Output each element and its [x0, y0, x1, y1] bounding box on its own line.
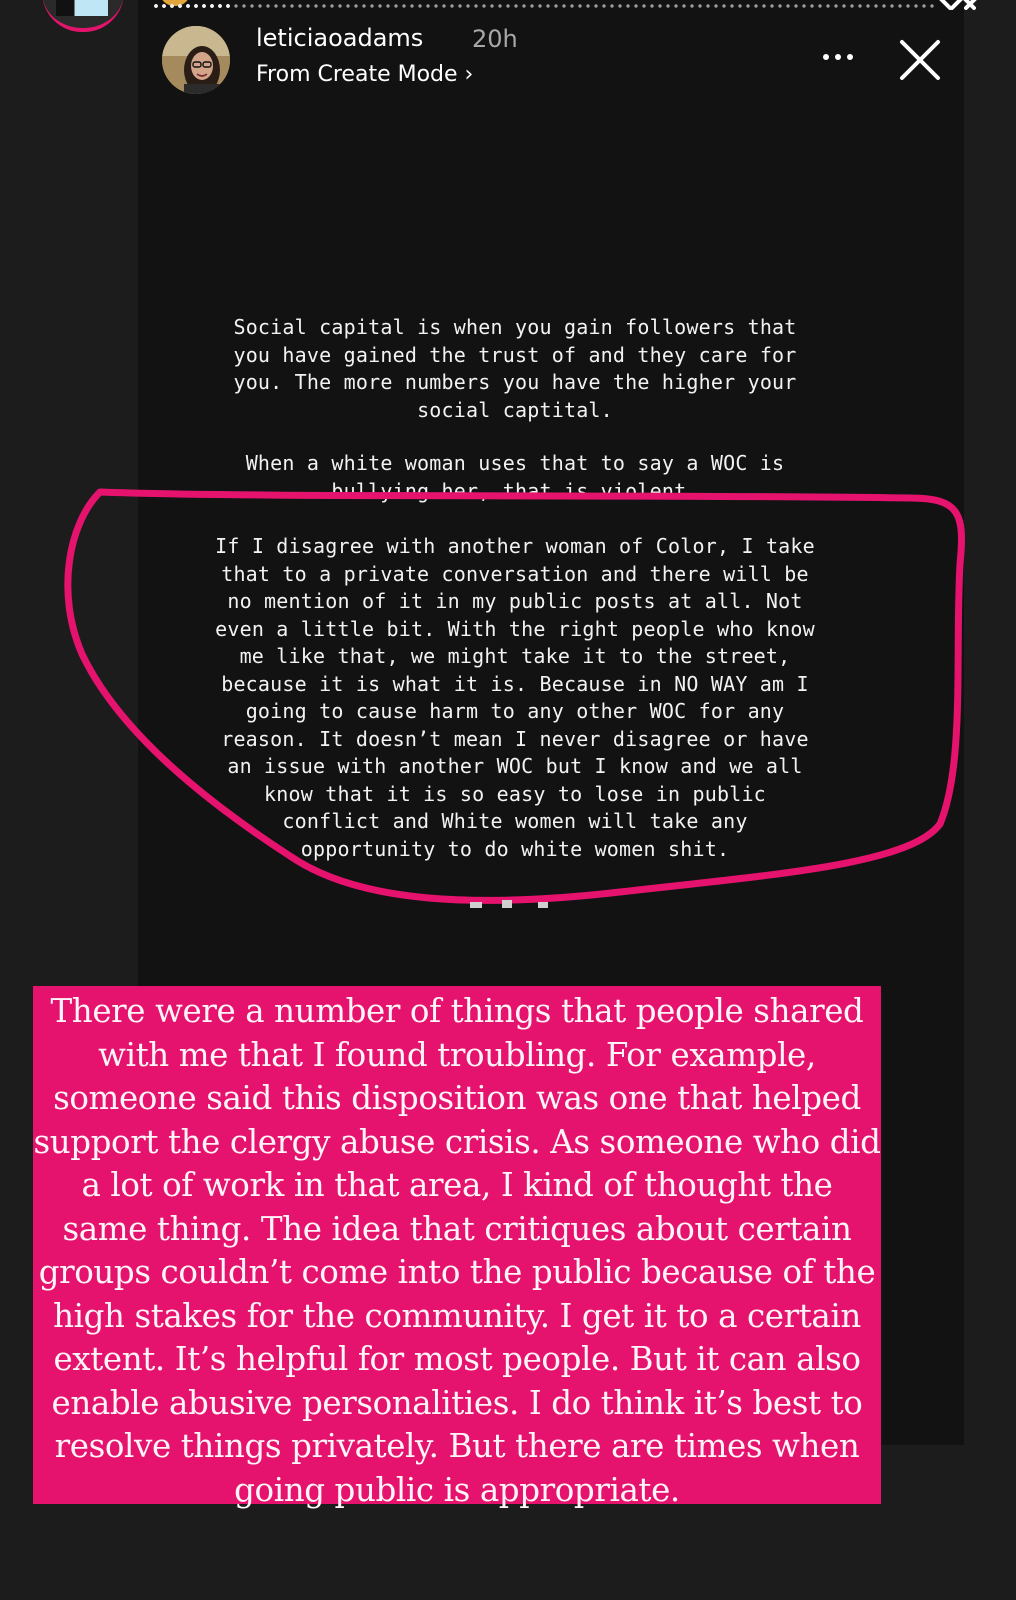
story-progress-seen — [152, 4, 234, 8]
cut-off-text-fragment — [468, 900, 588, 912]
previous-story-thumbnail — [56, 0, 108, 16]
story-paragraph: When a white woman uses that to say a WOC is bullying her, that is violent. — [245, 451, 785, 503]
highlighted-paragraph: If I disagree with another woman of Color, I take that to a private conversation and there will be no mention of it in my public posts at all. Not even a little bit. With the right people who know me like that, we might take it to the street, because it is what it is. Because in NO WAY am I going to cause harm to any other WOC for any reason. It doesn’t mean I never disagree or have an issue with another WOC but I know and we all know that it is so easy to lose in public conflict and White women will take any opportunity to do white women shit. — [215, 534, 815, 861]
callout-text: There were a number of things that people shared with me that I found troubling. For example, someone said this disposition was one that helped support the clergy abuse crisis. As someone who did a lot of work in that area, I kind of thought the same thing. The idea that critiques about certain groups couldn’t come into the public because of the high stakes for the community. I get it to a certain extent. It’s helpful for most people. But it can also enable abusive personalities. I do think it’s best to resolve things privately. But there are times when going public is appropriate. — [33, 992, 881, 1509]
story-paragraph: Social capital is when you gain followers that you have gained the trust of and they care for you. The more numbers you have the higher your social captital. — [233, 315, 797, 422]
close-icon-partial[interactable] — [924, 0, 988, 18]
username[interactable]: leticiaoadams — [256, 24, 424, 52]
more-horizontal-icon[interactable] — [818, 44, 858, 70]
close-icon[interactable] — [896, 36, 944, 84]
post-time: 20h — [472, 25, 518, 53]
story-progress-bar — [152, 4, 938, 8]
profile-avatar[interactable] — [162, 26, 230, 94]
commentary-callout — [33, 986, 881, 1509]
avatar-photo-icon — [162, 26, 230, 94]
create-mode-link[interactable]: From Create Mode › — [256, 62, 474, 87]
